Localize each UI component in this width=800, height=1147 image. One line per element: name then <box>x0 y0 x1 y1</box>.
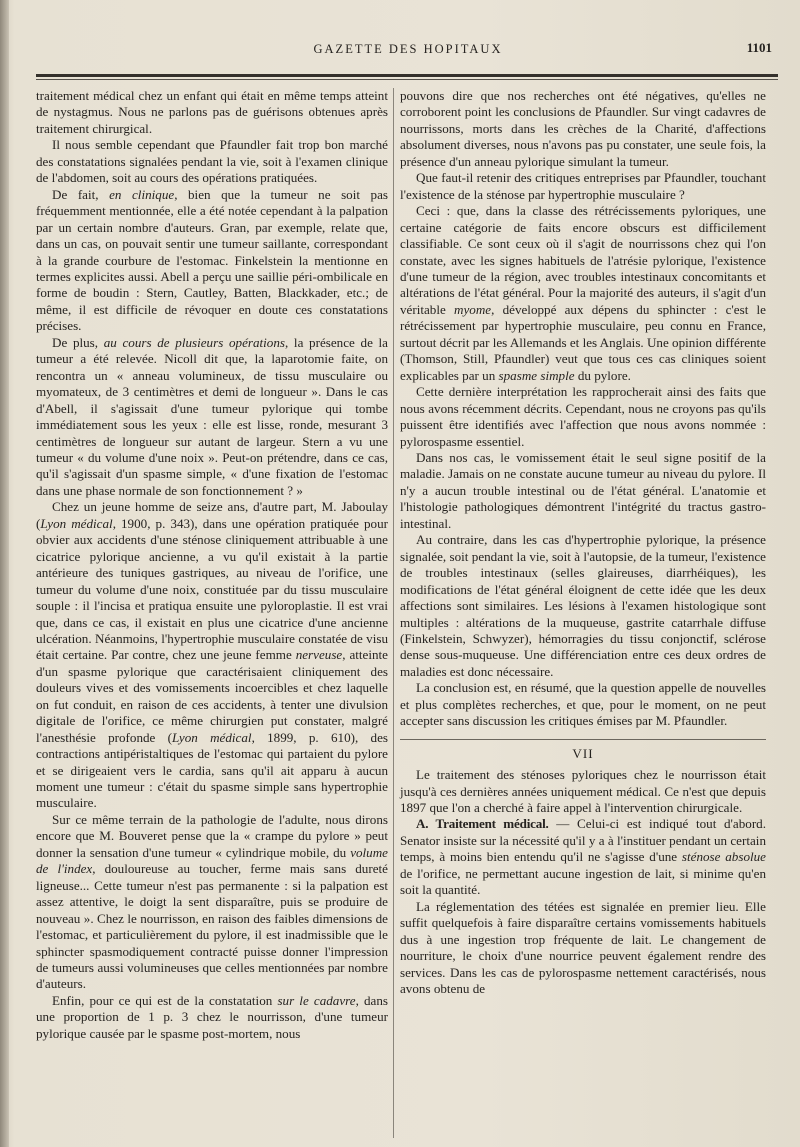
italic-run: spasme simple <box>498 367 575 383</box>
page-number: 1101 <box>746 40 772 55</box>
paragraph <box>36 812 388 993</box>
text-run: , la présence de la tumeur a été relevée. Nicoll dit que, la laparotomie faite, on rencontra un « anneau volumineux, de tissu musculaire ou myomateux, de 3 centimètres et demi de longueur ». Dans le cas d'Abell, il s'agissait d'une tumeur pylorique qui tombe immédiatement sous les yeux : elle est lisse, ronde, mesurant 3 centimètres de longueur sur autant de largeur. Stern a vu une tumeur « du volume d'une noix ». Peut-on prétendre, dans ce cas, qu'il s'agissait d'un spasme simple, « d'une fixation de l'estomac dans une phase normale de son fonctionnement ? » <box>36 334 388 498</box>
text-run: Chez un jeune homme de seize ans, d'autre part, M. Jaboulay ( <box>36 499 388 531</box>
text-run: de l'orifice, ne permettant aucune ingestion de lait, si minime qu'en soit la quantité. <box>400 865 766 898</box>
paragraph <box>400 170 766 203</box>
italic-run: au cours de plusieurs opérations <box>103 334 285 350</box>
italic-run: Lyon médical <box>172 729 252 745</box>
text-run: , développé aux dépens du sphincter : c'est le rétrécissement par hypertrophie musculaire, peu connu en France, surtout décrit par les Allemands et les Anglais. Une opinion différente (Thomson, Still, Pfaundler) veut que tous ces cas cliniques soient explicables par un <box>400 301 766 383</box>
left-column <box>36 88 388 1042</box>
text-run: Dans nos cas, le vomissement était le seul signe positif de la maladie. Jamais on ne constate aucune tumeur au niveau du pylore. Il n'y a aucun trouble intestinal ou de l'état général. L'anatomie et l'histologie pathologiques démontrent l'intégrité du tractus gastro-intestinal. <box>400 449 766 531</box>
paragraph <box>36 335 388 500</box>
column-divider <box>393 88 394 1138</box>
right-column <box>400 88 766 997</box>
text-run: De fait, <box>52 186 110 202</box>
italic-run: Lyon médical <box>40 515 113 531</box>
text-run: La réglementation des tétées est signalée en premier lieu. Elle suffit quelquefois à faire disparaître certains vomissements habituels dus à une ingestion trop fréquente de lait. Le changement de nourriture, le choix d'une nourrice peuvent également rendre des services. Dans les cas de pylorospasme nettement caractérisés, nous avons obtenu de <box>400 898 766 997</box>
paragraph <box>400 532 766 680</box>
text-run: Sur ce même terrain de la pathologie de l'adulte, nous dirons encore que M. Bouveret pense que la « crampe du pylore » peut donner la sensation d'une tumeur « cylindrique mobile, du <box>36 811 388 860</box>
italic-run: myome <box>454 301 492 317</box>
paragraph <box>36 499 388 812</box>
paragraph <box>400 450 766 532</box>
text-run: , dans une proportion de 1 p. 3 chez le nourrisson, d'une tumeur pylorique causée par le spasme post-mortem, nous <box>36 992 389 1041</box>
text-run: Le traitement des sténoses pyloriques chez le nourrisson était jusqu'à ces dernières années uniquement médical. Ce n'est que depuis 1897 que l'on a cherché à faire appel à l'intervention chirurgicale. <box>400 767 766 816</box>
header-rule-thin <box>36 79 778 80</box>
running-title: GAZETTE DES HOPITAUX <box>313 42 503 56</box>
paragraph <box>400 816 766 898</box>
text-run: traitement médical chez un enfant qui était en même temps atteint de nystagmus. Nous ne parlons pas de guérisons obtenues après traitement chirurgical. <box>36 88 388 136</box>
text-run: pouvons dire que nos recherches ont été négatives, qu'elles ne corroborent point les conclusions de Pfaundler. Sur vingt cadavres de nourrissons, morts dans les crèches de la Charité, d'affections absolument diverses, nous n'avons pas pu constater, une seule fois, la présence d'un anneau pylorique simulant la tumeur. <box>400 88 766 169</box>
italic-run: sur le cadavre <box>277 992 356 1008</box>
text-run: , 1899, p. 610), des contractions antipéristaltiques de l'estomac qui partaient du pylore et se dirigeaient vers le cardia, sans qu'il ait apparu à aucun moment une tumeur : c'était du spasme simple sans hypertrophie musculaire. <box>36 729 388 811</box>
italic-run: nerveuse <box>295 647 343 663</box>
paragraph <box>400 899 766 998</box>
text-run: , atteinte d'un spasme pylorique que caractérisaient cliniquement des douleurs vives et des vomissements incoercibles et chez laquelle on fut conduit, en raison de ces accidents, à tenter une divulsion digitale de l'orifice, ce même chirurgien put constater, malgré l'anesthésie profonde ( <box>36 647 388 745</box>
italic-run: sténose absolue <box>681 849 766 865</box>
text-run: Cette dernière interprétation les rapprocherait ainsi des faits que nous avons récemment décrits. Cependant, nous ne croyons pas qu'ils puissent être identifiés avec l'affection que nous avons nommée : pylorospasme essentiel. <box>400 384 766 449</box>
paragraph <box>400 680 766 729</box>
bold-run: A. Traitement médical. <box>416 816 549 832</box>
header-rule-thick <box>36 74 778 77</box>
right-column-top <box>400 88 766 730</box>
section-number: VII <box>572 745 594 761</box>
paragraph <box>400 203 766 384</box>
text-run: Il nous semble cependant que Pfaundler fait trop bon marché des constatations signalées pendant la vie, soit à l'examen clinique de l'abdomen, soit au cours des opérations pratiquées. <box>36 137 388 186</box>
paragraph <box>400 384 766 450</box>
paragraph <box>36 993 388 1042</box>
italic-run: en clinique <box>109 186 175 202</box>
paragraph <box>400 88 766 170</box>
text-run: , bien que la tumeur ne soit pas fréquemment mentionnée, elle a été notée cependant à la palpation par un certain nombre d'auteurs. Gran, par exemple, relate que, dans un cas, on pouvait sentir une tumeur saillante, correspondant à la grande courbure de l'estomac. Finkelstein la mentionne en termes explicites aussi. Abell a perçu une saillie péri-ombilicale en forme de boudin : Stern, Cautley, Batten, Blackkader, etc.; de même, il est difficile de révoquer en doute ces constatations précises. <box>36 186 389 334</box>
paragraph <box>36 88 388 137</box>
page-header <box>36 40 780 62</box>
text-run: Ceci : que, dans la classe des rétrécissements pyloriques, une certaine catégorie de faits encore obscurs est difficilement classifiable. Ce sont ceux où il s'agit de nourrissons chez qui l'on constate, avec les signes habituels de l'atrésie pylorique, l'existence d'une tumeur de la région, avec troubles intestinaux concomitants et altérations de l'état général. Pour la majorité des auteurs, il s'agit d'un véritable <box>400 203 766 317</box>
italic-run: volume de l'index <box>36 844 388 877</box>
text-run: Enfin, pour ce qui est de la constatation <box>52 992 278 1008</box>
paragraph <box>400 767 766 816</box>
text-run: Que faut-il retenir des critiques entreprises par Pfaundler, touchant l'existence de la sténose par hypertrophie musculaire ? <box>400 170 766 202</box>
text-run: — Celui-ci est indiqué tout d'abord. Senator insiste sur la nécessité qu'il y a à l'instituer pendant un certain temps, à moins bien entendu qu'il ne s'agisse d'une <box>400 816 766 865</box>
right-column-bottom <box>400 767 766 997</box>
section-rule <box>400 739 766 740</box>
text-run: Au contraire, dans les cas d'hypertrophie pylorique, la présence signalée, soit pendant la vie, soit à l'autopsie, de la tumeur, l'existence de troubles intestinaux (selles glaireuses, diarrhéiques), les modifications de l'état général éloignent de cette idée que les deux affections sont similaires. Les lésions à l'examen histologique sont multiples : altérations de la muqueuse, gastrite catarrhale diffuse (Finkelstein, Schwyzer), hémorragies du tissu conjonctif, sclérose dense sous-muqueuse. Une différenciation entre ces deux ordres de maladies est donc nécessaire. <box>400 532 766 679</box>
paragraph <box>36 187 388 335</box>
paragraph <box>36 137 388 186</box>
text-run: , douloureuse au toucher, ferme mais sans dureté ligneuse... Cette tumeur n'est pas permanente : si la palpation est assez attentive, le doigt la sent disparaître, puis se produire de nouveau ». Chez le nourrisson, en raison des faibles dimensions de l'estomac, et particulièrement du pylore, il est inadmissible que le sphincter spasmodiquement contracté puisse donner l'impression de tumeurs aussi volumineuses que celles mentionnées par nombre d'auteurs. <box>36 861 388 992</box>
text-run: La conclusion est, en résumé, que la question appelle de nouvelles et plus complètes recherches, et que, pour le moment, on ne peut accepter sans discussion les critiques émises par M. Pfaundler. <box>400 680 766 729</box>
text-run: De plus, <box>52 334 104 350</box>
text-run: du pylore. <box>574 367 631 383</box>
text-run: , 1900, p. 343), dans une opération pratiquée pour obvier aux accidents d'une sténose cliniquement attribuable à une cicatrice pylorique ancienne, a vu qu'il existait à la partie antérieure des tuniques gastriques, au niveau de l'orifice, une tumeur du volume d'une noix, constituée par du tissu musculaire souple : il l'incisa et pratiqua ensuite une pyloroplastie. Il est vrai que, dans ce cas, il existait en plus une cicatrice d'une ancienne ulcération. Néanmoins, l'hypertrophie musculaire constatée de visu était certaine. Par contre, chez une jeune femme <box>36 515 388 663</box>
